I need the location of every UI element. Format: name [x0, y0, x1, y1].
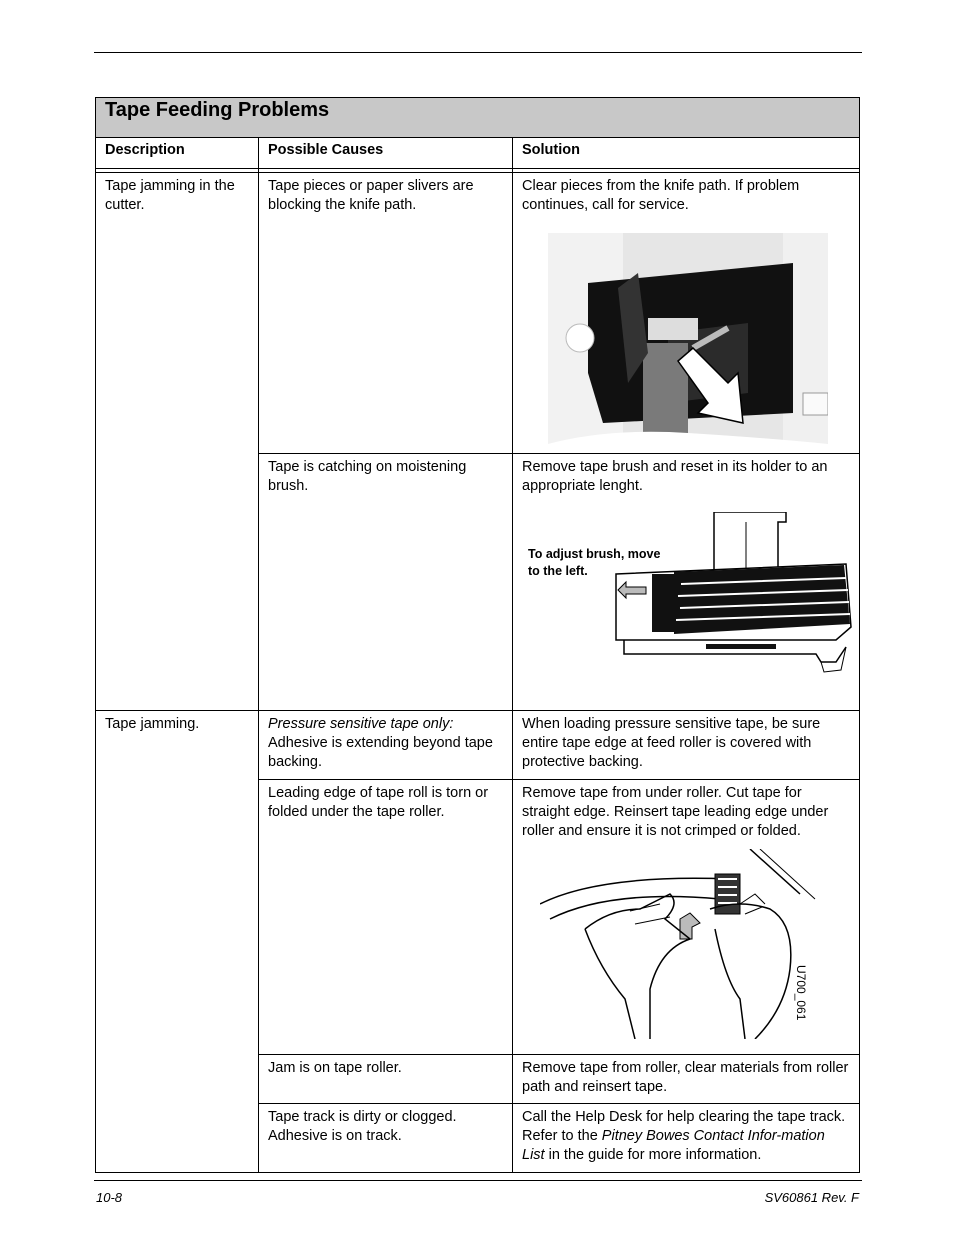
- tape-feeding-problems-table: [95, 97, 860, 1173]
- solution-cell: [513, 1104, 860, 1173]
- cause-cell: Tape track is dirty or clogged. Adhesive is on track.: [259, 1104, 513, 1173]
- solution-cell: [513, 454, 860, 711]
- document-id: SV60861 Rev. F: [764, 1190, 859, 1205]
- table-row: [96, 173, 860, 454]
- description-cutter-jam: Tape jamming in the cutter.: [96, 173, 259, 711]
- table-title: Tape Feeding Problems: [96, 98, 860, 138]
- header-rule: [94, 52, 862, 53]
- tape-roller-illustration: [522, 845, 850, 1040]
- cause-cell: Jam is on tape roller.: [259, 1055, 513, 1104]
- page-number: 10-8: [96, 1190, 123, 1205]
- cause-cell: Tape is catching on moistening brush.: [259, 454, 513, 711]
- solution-text: Remove tape from under roller. Cut tape for straight edge. Reinsert tape leading edge under roller and ensure it is not crimped or folded.: [522, 785, 829, 839]
- table-row: [96, 711, 860, 780]
- cause-cell: Tape pieces or paper slivers are blocking the knife path.: [259, 173, 513, 454]
- solution-text: Remove tape brush and reset in its holder to an appropriate lenght.: [522, 459, 828, 494]
- footer-rule: [94, 1180, 862, 1181]
- solution-text: Clear pieces from the knife path. If problem continues, call for service.: [522, 178, 800, 213]
- column-header-solution: Solution: [513, 138, 860, 169]
- solution-text: in the guide for more information.: [548, 1147, 762, 1163]
- figure-caption: to the left.: [528, 564, 588, 578]
- brush-adjust-illustration: [522, 496, 850, 674]
- column-header-description: Description: [96, 138, 259, 169]
- column-header-causes: Possible Causes: [259, 138, 513, 169]
- knife-path-illustration: [548, 233, 850, 444]
- solution-cell: When loading pressure sensitive tape, be sure entire tape edge at feed roller is covered with protective backing.: [513, 711, 860, 780]
- solution-cell: [513, 173, 860, 454]
- solution-cell: Remove tape from roller, clear materials from roller path and reinsert tape.: [513, 1055, 860, 1104]
- contact-list-reference: Pitney Bowes Contact Infor-mation List: [522, 1128, 825, 1163]
- description-tape-jam: Tape jamming.: [96, 711, 259, 1173]
- solution-cell: [513, 780, 860, 1055]
- solution-text: Call the Help Desk for help clearing the tape track. Refer to the: [522, 1109, 846, 1144]
- cause-text: Adhesive is extending beyond tape backing.: [268, 735, 493, 770]
- cause-cell: [259, 711, 513, 780]
- figure-caption: To adjust brush, move: [528, 547, 661, 561]
- cause-qualifier: Pressure sensitive tape only:: [268, 716, 454, 732]
- figure-code: U700_061: [794, 965, 808, 1021]
- cause-cell: Leading edge of tape roll is torn or folded under the tape roller.: [259, 780, 513, 1055]
